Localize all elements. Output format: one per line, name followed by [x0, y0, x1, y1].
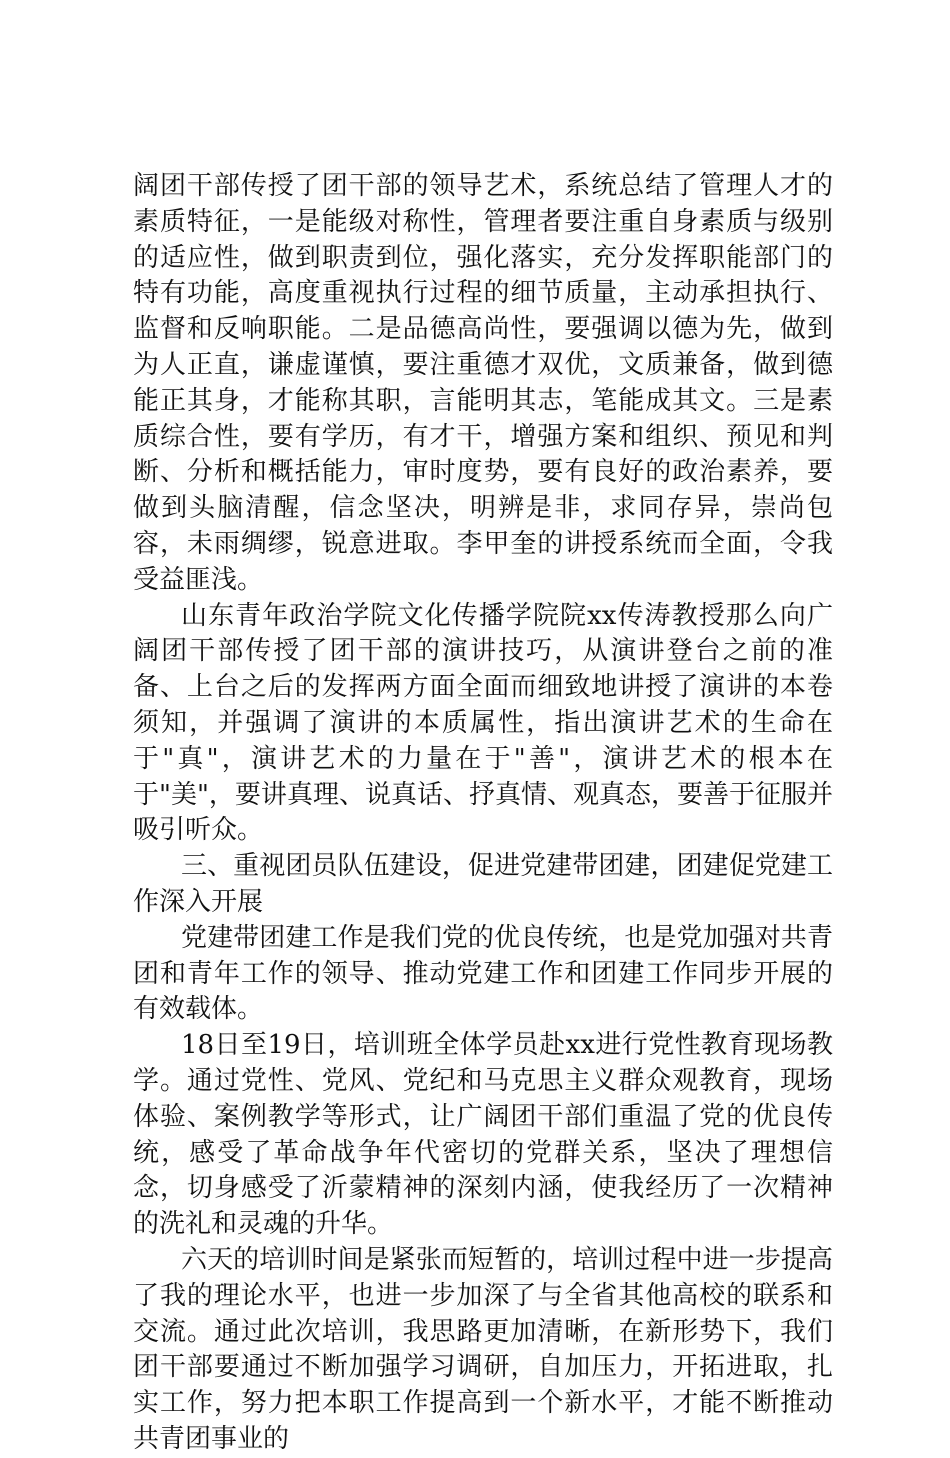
paragraph-leadership-art: 阔团干部传授了团干部的领导艺术，系统总结了管理人才的素质特征，一是能级对称性，管理者要注重自身素质与级别的适应性，做到职责到位，强化落实，充分发挥职能部门的特有功能，高度重视执行过程的细节质量，主动承担执行、监督和反响职能。二是品德高尚性，要强调以德为先，做到为人正直，谦虚谨慎，要注重德才双优，文质兼备，做到德能正其身，才能称其职，言能明其志，笔能成其文。三是素质综合性，要有学历，有才干，增强方案和组织、预见和判断、分析和概括能力，审时度势，要有良好的政治素养，要做到头脑清醒，信念坚决，明辨是非，求同存异，崇尚包容，未雨绸缪，锐意进取。李甲奎的讲授系统而全面，令我受益匪浅。 — [133, 171, 833, 595]
paragraph-party-building: 党建带团建工作是我们党的优良传统，也是党加强对共青团和青年工作的领导、推动党建工作和团建工作同步开展的有效载体。 — [133, 922, 833, 1025]
paragraph-training-summary: 六天的培训时间是紧张而短暂的，培训过程中进一步提高了我的理论水平，也进一步加深了与全省其他高校的联系和交流。通过此次培训，我思路更加清晰，在新形势下，我们团干部要通过不断加强学习调研，自加压力，开拓进取，扎实工作，努力把本职工作提高到一个新水平，才能不断推动共青团事业的 — [133, 1244, 833, 1454]
paragraph-speech-skills: 山东青年政治学院文化传播学院院xx传涛教授那么向广阔团干部传授了团干部的演讲技巧，从演讲登台之前的准备、上台之后的发挥两方面全面而细致地讲授了演讲的本卷须知，并强调了演讲的本质属性，指出演讲艺术的生命在于"真"，演讲艺术的力量在于"善"，演讲艺术的根本在于"美"，要讲真理、说真话、抒真情、观真态，要善于征服并吸引听众。 — [133, 600, 833, 846]
document-body — [133, 169, 833, 1458]
section-heading-three: 三、重视团员队伍建设，促进党建带团建，团建促党建工作深入开展 — [133, 851, 833, 917]
paragraph-field-teaching: 18日至19日，培训班全体学员赴xx进行党性教育现场教学。通过党性、党风、党纪和马克思主义群众观教育，现场体验、案例教学等形式，让广阔团干部们重温了党的优良传统，感受了革命战争年代密切的党群关系，坚决了理想信念，切身感受了沂蒙精神的深刻内涵，使我经历了一次精神的洗礼和灵魂的升华。 — [133, 1030, 833, 1240]
